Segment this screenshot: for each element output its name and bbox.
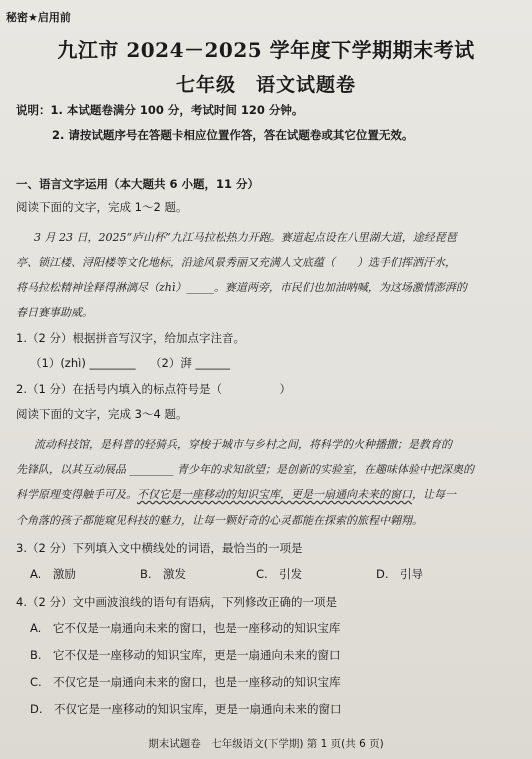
read-instruction-1-2: 阅读下面的文字，完成 1～2 题。 [16, 200, 188, 214]
note-1: 1. 本试题卷满分 100 分，考试时间 120 分钟。 [50, 103, 304, 117]
passage-2-line-3-end: ，让每一 [412, 488, 456, 501]
wavy-underlined-sentence: 不仅它是一座移动的知识宝库，更是一扇通向未来的窗口 [137, 488, 412, 501]
question-4-option-d: D. 不仅它是一座移动的知识宝库，更是一扇通向未来的窗口 [30, 702, 342, 716]
secret-label: 秘密★启用前 [6, 11, 71, 24]
passage-1-line-2: 亭、锁江楼、浔阳楼等文化地标，沿途风景秀丽又充满人文底蕴（ ）选手们挥洒汗水， [16, 256, 456, 269]
page-footer: 期末试题卷 七年级语文(下学期) 第 1 页(共 6 页) [148, 738, 384, 750]
question-4-option-a: A. 它不仅是一扇通向未来的窗口，也是一座移动的知识宝库 [30, 621, 341, 635]
passage-1-line-4: 春日赛事助威。 [16, 306, 93, 319]
question-3-option-c: C. 引发 [256, 567, 303, 581]
notes-label: 说明： [16, 103, 51, 117]
passage-2-line-4: 个角落的孩子都能窥见科技的魅力，让每一颗好奇的心灵都能在探索的旅程中翱翔。 [16, 514, 423, 527]
passage-2-line-3 [16, 486, 456, 502]
passage-2-line-3-start: 科学原理变得触手可及。 [16, 488, 137, 501]
passage-1-line-3: 将马拉松精神诠释得淋漓尽（zhì）_____。赛道两旁，市民们也加油呐喊，为这场激情澎湃的 [16, 281, 467, 294]
question-3-option-a: A. 激励 [30, 567, 76, 581]
note-2: 2. 请按试题序号在答题卡相应位置作答，答在试题卷或其它位置无效。 [52, 128, 414, 142]
question-1-blank-b: （2）湃 ______ [150, 356, 230, 370]
section-1-heading: 一、语言文字运用（本大题共 6 小题，11 分） [16, 177, 260, 191]
passage-2-line-2: 先锋队，以其互动展品 ________ 青少年的求知欲望；是创新的实验室，在趣味体验中把深奥的 [16, 463, 474, 476]
question-3: 3.（2 分）下列填入文中横线处的词语，最恰当的一项是 [16, 541, 303, 555]
passage-1-line-1: 3 月 23 日，2025“庐山杯”九江马拉松热力开跑。赛道起点设在八里湖大道，途经琵琶 [34, 231, 457, 244]
question-4: 4.（2 分）文中画波浪线的语句有语病，下列修改正确的一项是 [16, 595, 337, 609]
notes-line-1 [16, 102, 303, 118]
question-2: 2.（1 分）在括号内填入的标点符号是（ ） [16, 382, 291, 396]
question-4-option-c: C. 不仅它是一扇通向未来的窗口，也是一座移动的知识宝库 [30, 675, 341, 689]
exam-subtitle: 七年级 语文试题卷 [175, 74, 356, 96]
passage-2-line-1: 流动科技馆，是科普的轻骑兵，穿梭于城市与乡村之间，将科学的火种播撒；是教育的 [34, 438, 452, 451]
question-1: 1.（2 分）根据拼音写汉字，给加点字注音。 [16, 331, 245, 345]
question-1-blank-a: （1）(zhì) ________ [30, 356, 136, 370]
question-4-option-b: B. 它不仅是一座移动的知识宝库，更是一扇通向未来的窗口 [30, 648, 341, 662]
question-3-option-d: D. 引导 [376, 567, 424, 581]
read-instruction-3-4: 阅读下面的文字，完成 3～4 题。 [16, 407, 188, 421]
exam-title: 九江市 2024－2025 学年度下学期期末考试 [57, 38, 475, 62]
question-3-option-b: B. 激发 [140, 567, 187, 581]
